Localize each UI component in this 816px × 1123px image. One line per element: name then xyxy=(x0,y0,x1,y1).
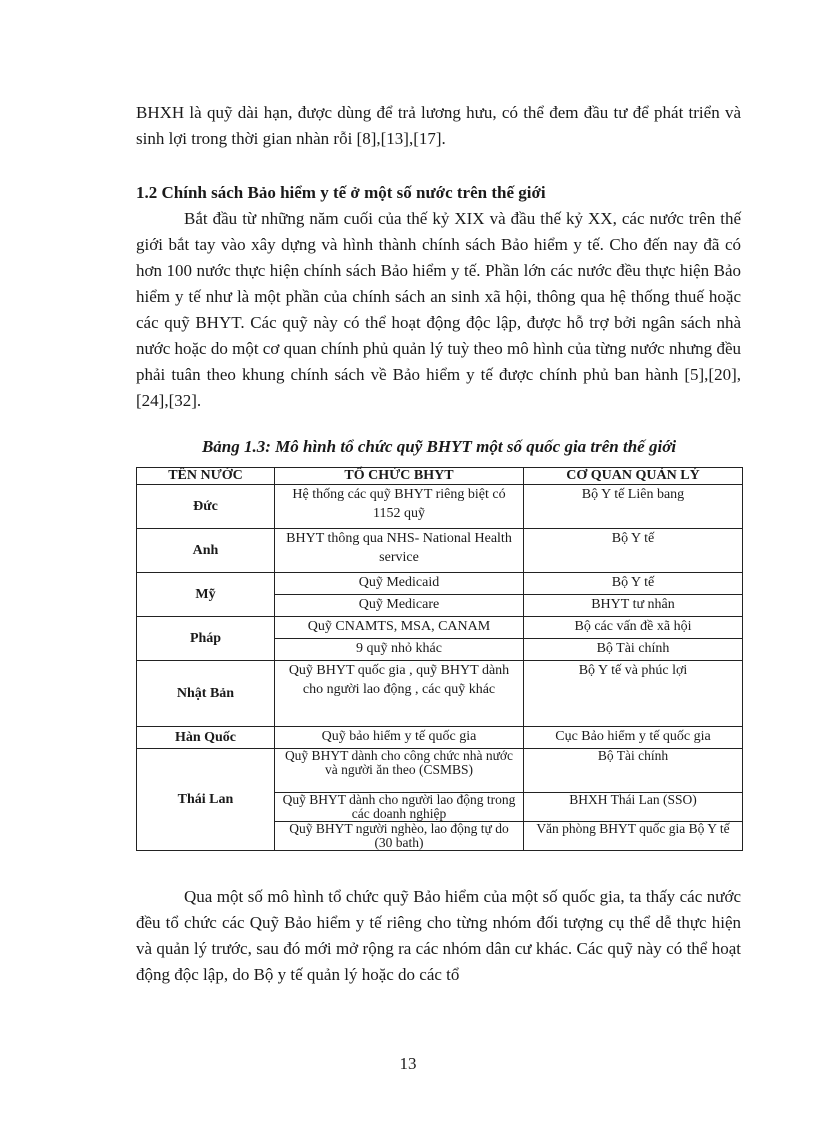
org-cell: Quỹ BHYT người nghèo, lao động tự do (30 bath) xyxy=(275,822,524,851)
org-cell: BHYT thông qua NHS- National Health service xyxy=(275,529,524,573)
org-cell: Hệ thống các quỹ BHYT riêng biệt có 1152 quỹ xyxy=(275,485,524,529)
org-cell: Quỹ bảo hiểm y tế quốc gia xyxy=(275,727,524,749)
table-row xyxy=(137,727,743,749)
header-organization: TỔ CHỨC BHYT xyxy=(275,468,524,485)
org-cell: Quỹ BHYT quốc gia , quỹ BHYT dành cho người lao động , các quỹ khác xyxy=(275,661,524,727)
country-cell: Hàn Quốc xyxy=(137,727,275,749)
country-cell: Pháp xyxy=(137,617,275,661)
org-cell: 9 quỹ nhỏ khác xyxy=(275,639,524,661)
header-country: TÊN NƯỚC xyxy=(137,468,275,485)
agency-cell: BHYT tư nhân xyxy=(524,595,743,617)
page-number: 13 xyxy=(399,1054,417,1073)
agency-cell: Cục Bảo hiểm y tế quốc gia xyxy=(524,727,743,749)
table-row xyxy=(137,573,743,595)
table-header-row xyxy=(137,468,743,485)
agency-cell: Bộ Y tế xyxy=(524,529,743,573)
intro-paragraph: BHXH là quỹ dài hạn, được dùng để trả lương hưu, có thể đem đầu tư để phát triển và sinh lợi trong thời gian nhàn rỗi [8],[13],[17]. xyxy=(136,103,741,148)
section-body-paragraph: Bắt đầu từ những năm cuối của thế kỷ XIX và đầu thế kỷ XX, các nước trên thế giới bắt tay vào xây dựng và hình thành chính sách Bảo hiểm y tế. Cho đến nay đã có hơn 100 nước thực hiện chính sách Bảo hiểm y tế. Phần lớn các nước đều thực hiện Bảo hiểm y tế như là một phần của chính sách an sinh xã hội, thông qua hệ thống thuế hoặc các quỹ BHYT. Các quỹ này có thể hoạt động độc lập, được hỗ trợ bởi ngân sách nhà nước hoặc do một cơ quan chính phủ quản lý tuỳ theo mô hình của từng nước nhưng đều phải tuân theo khung chính sách về Bảo hiểm y tế được chính phủ ban hành [5],[20],[24],[32]. xyxy=(136,209,741,410)
table-row xyxy=(137,617,743,639)
country-cell: Nhật Bản xyxy=(137,661,275,727)
section-heading: 1.2 Chính sách Bảo hiểm y tế ở một số nước trên thế giới xyxy=(136,183,546,202)
table-row xyxy=(137,529,743,573)
agency-cell: Văn phòng BHYT quốc gia Bộ Y tế xyxy=(524,822,743,851)
table-row xyxy=(137,749,743,793)
country-cell: Đức xyxy=(137,485,275,529)
country-cell: Thái Lan xyxy=(137,749,275,851)
org-cell: Quỹ BHYT dành cho người lao động trong các doanh nghiệp xyxy=(275,793,524,822)
table-row xyxy=(137,661,743,727)
org-cell: Quỹ CNAMTS, MSA, CANAM xyxy=(275,617,524,639)
agency-cell: Bộ Tài chính xyxy=(524,639,743,661)
agency-cell: Bộ các vấn đề xã hội xyxy=(524,617,743,639)
agency-cell: Bộ Y tế và phúc lợi xyxy=(524,661,743,727)
org-cell: Quỹ Medicaid xyxy=(275,573,524,595)
agency-cell: BHXH Thái Lan (SSO) xyxy=(524,793,743,822)
org-cell: Quỹ BHYT dành cho công chức nhà nước và người ăn theo (CSMBS) xyxy=(275,749,524,793)
table-caption: Bảng 1.3: Mô hình tổ chức quỹ BHYT một số quốc gia trên thế giới xyxy=(201,437,677,456)
agency-cell: Bộ Y tế xyxy=(524,573,743,595)
header-agency: CƠ QUAN QUẢN LÝ xyxy=(524,468,743,485)
closing-paragraph: Qua một số mô hình tổ chức quỹ Bảo hiểm của một số quốc gia, ta thấy các nước đều tổ chức các Quỹ Bảo hiểm y tế riêng cho từng nhóm đối tượng cụ thể dễ thực hiện và quản lý trước, sau đó mới mở rộng ra các nhóm dân cư khác. Các quỹ này có thể hoạt động độc lập, do Bộ y tế quản lý hoặc do các tổ xyxy=(136,887,741,984)
agency-cell: Bộ Y tế Liên bang xyxy=(524,485,743,529)
country-cell: Mỹ xyxy=(137,573,275,617)
country-cell: Anh xyxy=(137,529,275,573)
table-row xyxy=(137,485,743,529)
agency-cell: Bộ Tài chính xyxy=(524,749,743,793)
bhyt-models-table xyxy=(136,467,743,851)
org-cell: Quỹ Medicare xyxy=(275,595,524,617)
